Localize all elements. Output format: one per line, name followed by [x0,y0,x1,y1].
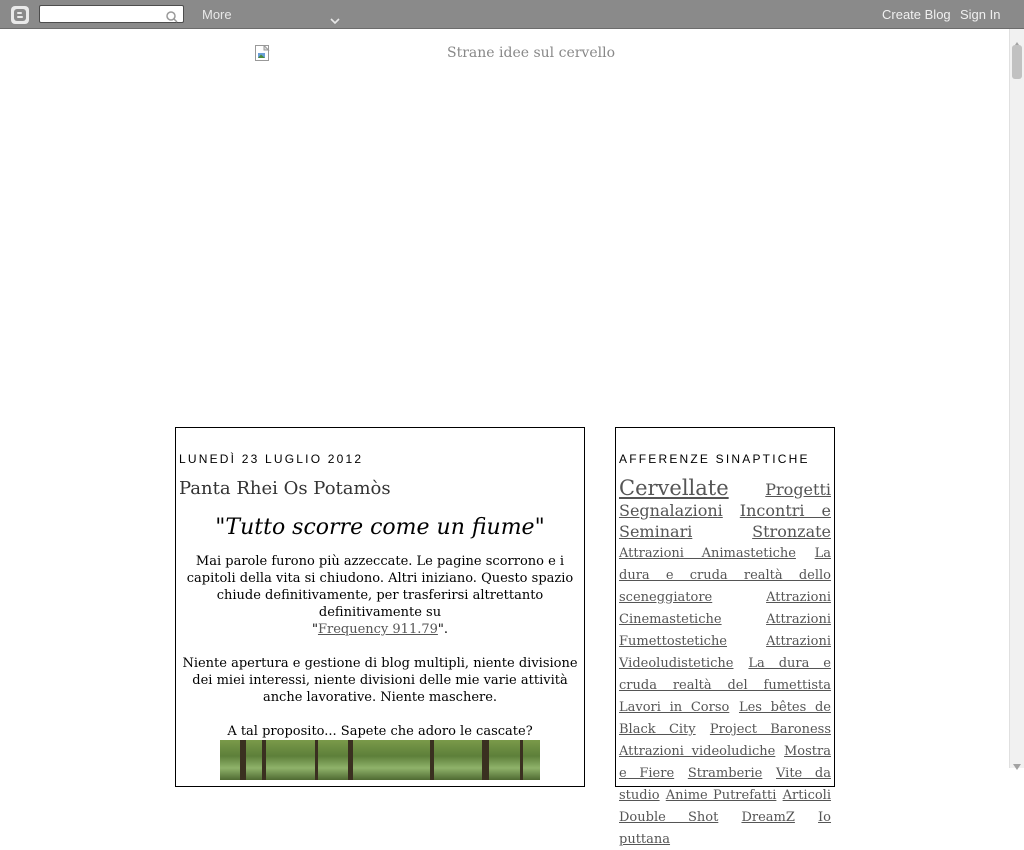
tag-link[interactable]: Anime Putrefatti [665,788,777,803]
tag-link[interactable]: Attrazioni Cinemastetiche [619,590,831,627]
tag-cloud [619,478,831,850]
main-column [175,427,585,787]
post-quote: "Tutto scorre come un fiume" [215,515,545,540]
tag-link[interactable]: Attrazioni Animastetiche [619,546,796,561]
scroll-down-arrow-icon[interactable] [1013,755,1021,774]
tag-link[interactable]: Mostra e Fiere [619,744,831,781]
tag-link[interactable]: Articoli [782,788,832,803]
date-header: LUNEDÌ 23 LUGLIO 2012 [179,452,364,466]
post-paragraph [179,553,581,638]
tag-link[interactable]: Progetti [765,480,831,499]
sidebar-title: AFFERENZE SINAPTICHE [619,452,810,466]
more-menu[interactable]: More [202,7,232,22]
tag-link[interactable]: Stramberie [687,766,763,781]
blogger-navbar [0,0,1024,29]
waterfall-image[interactable] [220,740,540,780]
post-title[interactable]: Panta Rhei Os Potamòs [179,478,391,499]
tag-link[interactable]: Vite da studio [619,766,831,803]
tag-link[interactable]: Attrazioni videoludiche [619,744,776,759]
tag-link[interactable]: DreamZ [741,810,795,825]
tag-link[interactable]: La dura e cruda realtà del fumettista [619,656,831,693]
tag-link[interactable]: Project Baroness [709,722,831,737]
tag-link[interactable]: Les bêtes de Black City [619,700,831,737]
search-icon[interactable] [166,8,178,27]
post-body [179,553,581,780]
blogger-logo-icon[interactable] [11,6,29,24]
create-blog-link[interactable]: Create Blog [882,7,951,22]
post-paragraph: Niente apertura e gestione di blog multipli, niente divisione dei miei interessi, niente divisioni delle mie varie attività anche lavorative. Niente maschere. [182,656,578,705]
broken-image-icon [255,45,271,61]
scroll-thumb[interactable] [1012,45,1022,79]
tag-link[interactable]: Incontri e Seminari [619,501,831,541]
tag-link[interactable]: Attrazioni Videoludistetiche [619,634,831,671]
tag-link[interactable]: Attrazioni Fumettostetiche [619,612,831,649]
header-image-alt[interactable]: Strane idee sul cervello [447,45,615,61]
tag-link[interactable]: Cervellate [619,476,729,500]
paragraph-text: Mai parole furono più azzeccate. Le pagine scorrono e i capitoli della vita si chiudono. Altri iniziano. Questo spazio chiude definitivamente, per trasferirsi altrettanto definitivamente su [186,554,574,620]
link-prefix: " [311,622,318,637]
post-paragraph: A tal proposito... Sapete che adoro le cascate? [227,724,533,739]
search-input[interactable] [39,5,184,23]
tag-link[interactable]: Double Shot [619,810,719,825]
page-scrollbar[interactable] [1009,29,1024,768]
sign-in-link[interactable]: Sign In [960,7,1001,22]
tag-link[interactable]: La dura e cruda realtà dello sceneggiatore [619,546,831,605]
chevron-down-icon[interactable] [330,10,340,29]
link-suffix: ". [437,622,449,637]
tag-link[interactable]: Segnalazioni [619,501,723,520]
tag-link[interactable]: Stronzate [752,522,831,541]
sidebar [615,427,835,847]
tag-link[interactable]: Io puttana [619,810,832,847]
tag-link[interactable]: Lavori in Corso [619,700,730,715]
frequency-link[interactable]: Frequency 911.79 [317,622,438,637]
